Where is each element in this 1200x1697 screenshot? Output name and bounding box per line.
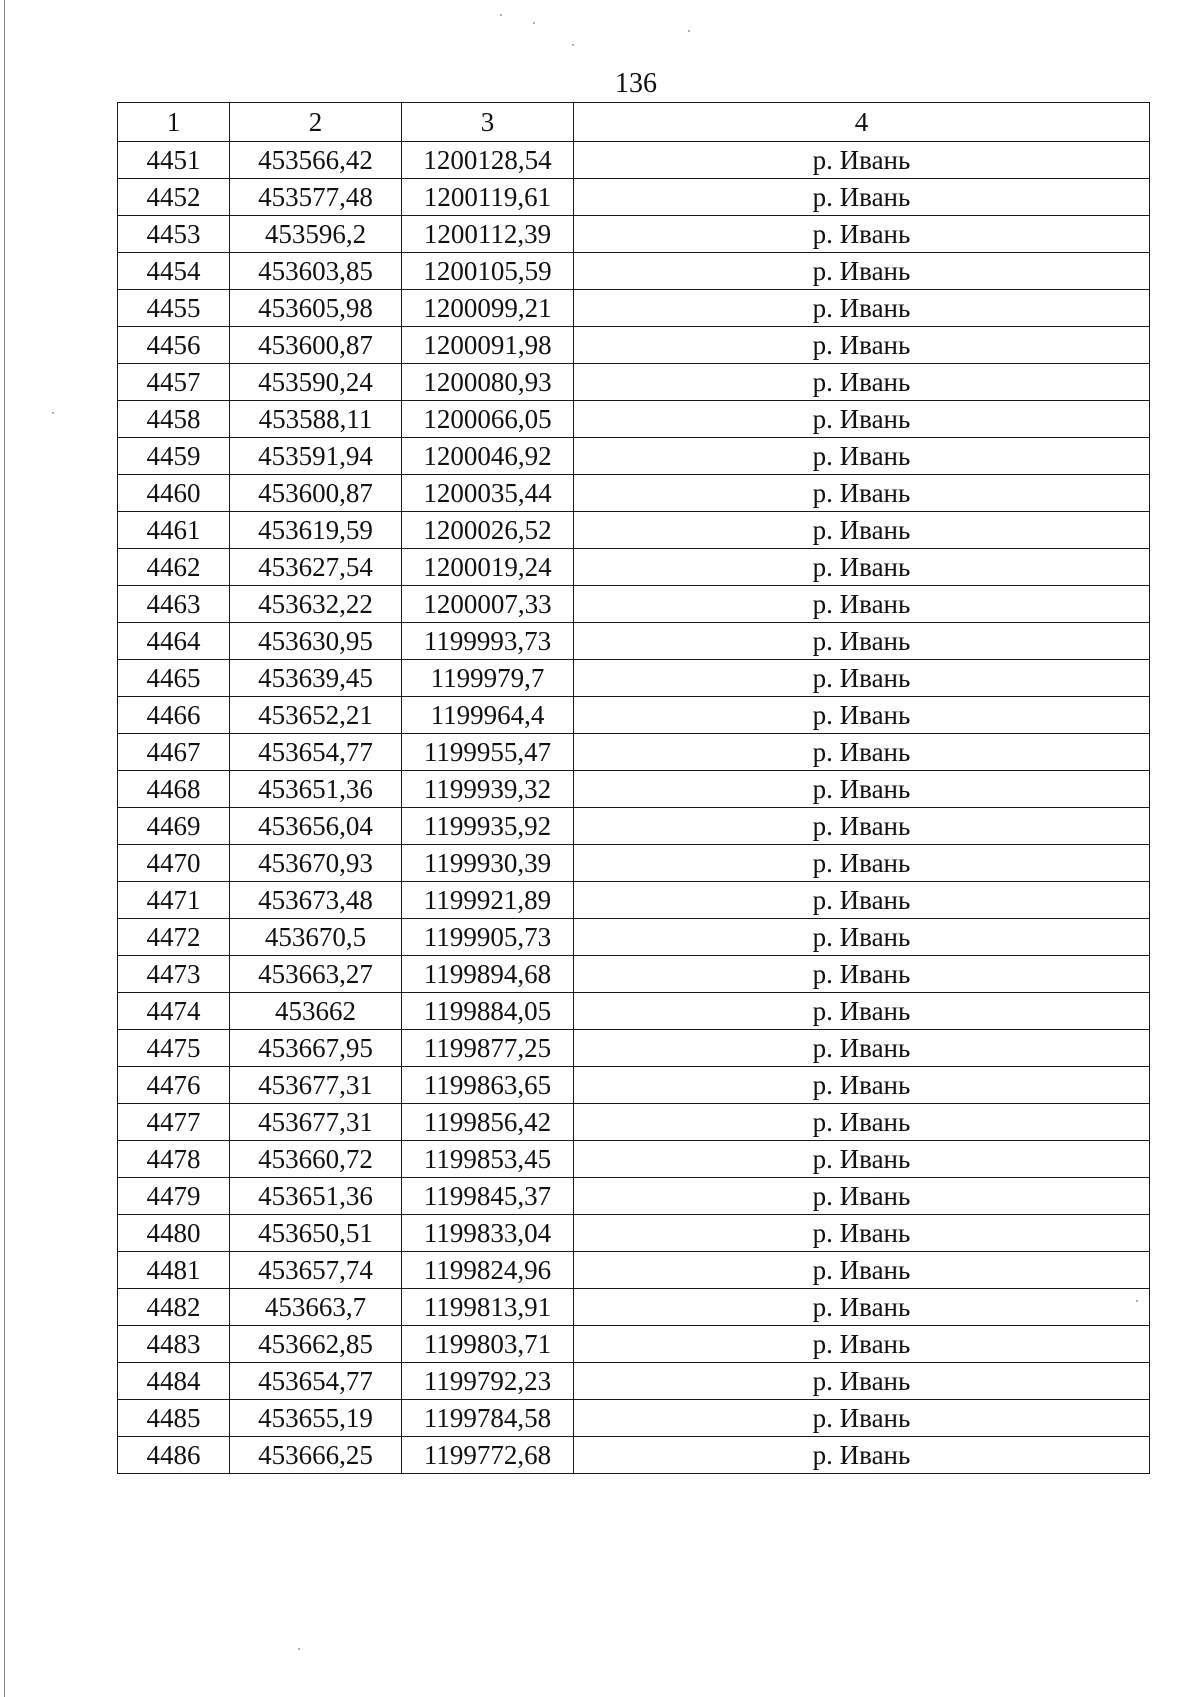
point-number-cell: 4478 <box>118 1141 230 1178</box>
x-coordinate-cell: 453670,5 <box>230 919 402 956</box>
y-coordinate-cell: 1200105,59 <box>402 253 574 290</box>
x-coordinate-cell: 453662,85 <box>230 1326 402 1363</box>
point-number-cell: 4452 <box>118 179 230 216</box>
scan-speck <box>298 1648 300 1650</box>
y-coordinate-cell: 1200035,44 <box>402 475 574 512</box>
description-cell: р. Ивань <box>574 919 1150 956</box>
y-coordinate-cell: 1200128,54 <box>402 142 574 179</box>
x-coordinate-cell: 453652,21 <box>230 697 402 734</box>
point-number-cell: 4465 <box>118 660 230 697</box>
point-number-cell: 4453 <box>118 216 230 253</box>
table-row <box>118 1363 1150 1400</box>
point-number-cell: 4457 <box>118 364 230 401</box>
description-cell: р. Ивань <box>574 1252 1150 1289</box>
scan-speck <box>1136 1300 1138 1302</box>
y-coordinate-cell: 1200026,52 <box>402 512 574 549</box>
point-number-cell: 4483 <box>118 1326 230 1363</box>
description-cell: р. Ивань <box>574 179 1150 216</box>
description-cell: р. Ивань <box>574 623 1150 660</box>
table-row <box>118 734 1150 771</box>
description-cell: р. Ивань <box>574 364 1150 401</box>
table-row <box>118 1400 1150 1437</box>
description-cell: р. Ивань <box>574 401 1150 438</box>
x-coordinate-cell: 453605,98 <box>230 290 402 327</box>
y-coordinate-cell: 1200007,33 <box>402 586 574 623</box>
table-row <box>118 1178 1150 1215</box>
x-coordinate-cell: 453654,77 <box>230 734 402 771</box>
y-coordinate-cell: 1199792,23 <box>402 1363 574 1400</box>
table-row <box>118 993 1150 1030</box>
description-cell: р. Ивань <box>574 1030 1150 1067</box>
point-number-cell: 4471 <box>118 882 230 919</box>
x-coordinate-cell: 453591,94 <box>230 438 402 475</box>
x-coordinate-cell: 453577,48 <box>230 179 402 216</box>
y-coordinate-cell: 1200099,21 <box>402 290 574 327</box>
description-cell: р. Ивань <box>574 845 1150 882</box>
column-header-3: 3 <box>402 103 574 142</box>
table-row <box>118 475 1150 512</box>
point-number-cell: 4466 <box>118 697 230 734</box>
scan-speck <box>533 22 535 24</box>
table-row <box>118 771 1150 808</box>
table-row <box>118 216 1150 253</box>
table-row <box>118 1289 1150 1326</box>
description-cell: р. Ивань <box>574 1104 1150 1141</box>
table-row <box>118 919 1150 956</box>
scan-speck <box>52 412 54 414</box>
point-number-cell: 4462 <box>118 549 230 586</box>
y-coordinate-cell: 1199853,45 <box>402 1141 574 1178</box>
table-body <box>118 142 1150 1474</box>
y-coordinate-cell: 1200019,24 <box>402 549 574 586</box>
description-cell: р. Ивань <box>574 1363 1150 1400</box>
x-coordinate-cell: 453662 <box>230 993 402 1030</box>
description-cell: р. Ивань <box>574 475 1150 512</box>
table-row <box>118 1326 1150 1363</box>
x-coordinate-cell: 453630,95 <box>230 623 402 660</box>
point-number-cell: 4481 <box>118 1252 230 1289</box>
point-number-cell: 4474 <box>118 993 230 1030</box>
point-number-cell: 4476 <box>118 1067 230 1104</box>
x-coordinate-cell: 453657,74 <box>230 1252 402 1289</box>
table-row <box>118 142 1150 179</box>
x-coordinate-cell: 453650,51 <box>230 1215 402 1252</box>
table-row <box>118 512 1150 549</box>
y-coordinate-cell: 1199993,73 <box>402 623 574 660</box>
point-number-cell: 4470 <box>118 845 230 882</box>
x-coordinate-cell: 453655,19 <box>230 1400 402 1437</box>
table-row <box>118 1104 1150 1141</box>
coordinates-table <box>117 102 1150 1474</box>
x-coordinate-cell: 453590,24 <box>230 364 402 401</box>
column-header-1: 1 <box>118 103 230 142</box>
y-coordinate-cell: 1200080,93 <box>402 364 574 401</box>
table-row <box>118 882 1150 919</box>
table-row <box>118 845 1150 882</box>
point-number-cell: 4467 <box>118 734 230 771</box>
x-coordinate-cell: 453566,42 <box>230 142 402 179</box>
y-coordinate-cell: 1200046,92 <box>402 438 574 475</box>
y-coordinate-cell: 1199955,47 <box>402 734 574 771</box>
description-cell: р. Ивань <box>574 1400 1150 1437</box>
x-coordinate-cell: 453600,87 <box>230 475 402 512</box>
description-cell: р. Ивань <box>574 882 1150 919</box>
y-coordinate-cell: 1199863,65 <box>402 1067 574 1104</box>
point-number-cell: 4477 <box>118 1104 230 1141</box>
table-row <box>118 660 1150 697</box>
y-coordinate-cell: 1199884,05 <box>402 993 574 1030</box>
point-number-cell: 4473 <box>118 956 230 993</box>
description-cell: р. Ивань <box>574 993 1150 1030</box>
y-coordinate-cell: 1199939,32 <box>402 771 574 808</box>
table-row <box>118 1141 1150 1178</box>
table-row <box>118 586 1150 623</box>
table-row <box>118 549 1150 586</box>
y-coordinate-cell: 1199824,96 <box>402 1252 574 1289</box>
table-row <box>118 623 1150 660</box>
x-coordinate-cell: 453663,7 <box>230 1289 402 1326</box>
scan-speck <box>572 44 574 46</box>
description-cell: р. Ивань <box>574 734 1150 771</box>
y-coordinate-cell: 1199935,92 <box>402 808 574 845</box>
table-header-row <box>118 103 1150 142</box>
description-cell: р. Ивань <box>574 1215 1150 1252</box>
y-coordinate-cell: 1200119,61 <box>402 179 574 216</box>
y-coordinate-cell: 1199845,37 <box>402 1178 574 1215</box>
table-row <box>118 401 1150 438</box>
description-cell: р. Ивань <box>574 1437 1150 1474</box>
x-coordinate-cell: 453632,22 <box>230 586 402 623</box>
y-coordinate-cell: 1199813,91 <box>402 1289 574 1326</box>
x-coordinate-cell: 453600,87 <box>230 327 402 364</box>
y-coordinate-cell: 1199964,4 <box>402 697 574 734</box>
point-number-cell: 4460 <box>118 475 230 512</box>
scan-edge-line <box>4 0 5 1697</box>
point-number-cell: 4461 <box>118 512 230 549</box>
x-coordinate-cell: 453639,45 <box>230 660 402 697</box>
description-cell: р. Ивань <box>574 549 1150 586</box>
x-coordinate-cell: 453654,77 <box>230 1363 402 1400</box>
point-number-cell: 4464 <box>118 623 230 660</box>
description-cell: р. Ивань <box>574 586 1150 623</box>
description-cell: р. Ивань <box>574 956 1150 993</box>
x-coordinate-cell: 453588,11 <box>230 401 402 438</box>
x-coordinate-cell: 453660,72 <box>230 1141 402 1178</box>
y-coordinate-cell: 1199877,25 <box>402 1030 574 1067</box>
y-coordinate-cell: 1200112,39 <box>402 216 574 253</box>
description-cell: р. Ивань <box>574 660 1150 697</box>
point-number-cell: 4472 <box>118 919 230 956</box>
table-row <box>118 697 1150 734</box>
x-coordinate-cell: 453619,59 <box>230 512 402 549</box>
description-cell: р. Ивань <box>574 438 1150 475</box>
description-cell: р. Ивань <box>574 290 1150 327</box>
y-coordinate-cell: 1199930,39 <box>402 845 574 882</box>
description-cell: р. Ивань <box>574 1067 1150 1104</box>
x-coordinate-cell: 453663,27 <box>230 956 402 993</box>
y-coordinate-cell: 1199894,68 <box>402 956 574 993</box>
point-number-cell: 4479 <box>118 1178 230 1215</box>
description-cell: р. Ивань <box>574 771 1150 808</box>
x-coordinate-cell: 453670,93 <box>230 845 402 882</box>
x-coordinate-cell: 453667,95 <box>230 1030 402 1067</box>
table-row <box>118 1252 1150 1289</box>
point-number-cell: 4484 <box>118 1363 230 1400</box>
table-row <box>118 327 1150 364</box>
point-number-cell: 4480 <box>118 1215 230 1252</box>
y-coordinate-cell: 1200091,98 <box>402 327 574 364</box>
description-cell: р. Ивань <box>574 327 1150 364</box>
point-number-cell: 4468 <box>118 771 230 808</box>
x-coordinate-cell: 453627,54 <box>230 549 402 586</box>
point-number-cell: 4456 <box>118 327 230 364</box>
description-cell: р. Ивань <box>574 512 1150 549</box>
page-number: 136 <box>615 68 657 99</box>
point-number-cell: 4458 <box>118 401 230 438</box>
description-cell: р. Ивань <box>574 1289 1150 1326</box>
point-number-cell: 4455 <box>118 290 230 327</box>
point-number-cell: 4463 <box>118 586 230 623</box>
y-coordinate-cell: 1199833,04 <box>402 1215 574 1252</box>
table-row <box>118 1030 1150 1067</box>
point-number-cell: 4451 <box>118 142 230 179</box>
x-coordinate-cell: 453603,85 <box>230 253 402 290</box>
column-header-2: 2 <box>230 103 402 142</box>
x-coordinate-cell: 453656,04 <box>230 808 402 845</box>
column-header-4: 4 <box>574 103 1150 142</box>
description-cell: р. Ивань <box>574 1178 1150 1215</box>
x-coordinate-cell: 453651,36 <box>230 771 402 808</box>
description-cell: р. Ивань <box>574 1141 1150 1178</box>
y-coordinate-cell: 1199856,42 <box>402 1104 574 1141</box>
table-row <box>118 1067 1150 1104</box>
scan-speck <box>688 30 690 32</box>
description-cell: р. Ивань <box>574 216 1150 253</box>
y-coordinate-cell: 1199905,73 <box>402 919 574 956</box>
description-cell: р. Ивань <box>574 697 1150 734</box>
description-cell: р. Ивань <box>574 1326 1150 1363</box>
y-coordinate-cell: 1200066,05 <box>402 401 574 438</box>
y-coordinate-cell: 1199979,7 <box>402 660 574 697</box>
y-coordinate-cell: 1199772,68 <box>402 1437 574 1474</box>
x-coordinate-cell: 453677,31 <box>230 1067 402 1104</box>
table-row <box>118 290 1150 327</box>
y-coordinate-cell: 1199921,89 <box>402 882 574 919</box>
point-number-cell: 4469 <box>118 808 230 845</box>
point-number-cell: 4485 <box>118 1400 230 1437</box>
description-cell: р. Ивань <box>574 253 1150 290</box>
y-coordinate-cell: 1199784,58 <box>402 1400 574 1437</box>
table-row <box>118 1437 1150 1474</box>
table-row <box>118 956 1150 993</box>
table-row <box>118 808 1150 845</box>
point-number-cell: 4475 <box>118 1030 230 1067</box>
description-cell: р. Ивань <box>574 142 1150 179</box>
point-number-cell: 4459 <box>118 438 230 475</box>
point-number-cell: 4482 <box>118 1289 230 1326</box>
x-coordinate-cell: 453596,2 <box>230 216 402 253</box>
table-row <box>118 179 1150 216</box>
x-coordinate-cell: 453651,36 <box>230 1178 402 1215</box>
description-cell: р. Ивань <box>574 808 1150 845</box>
x-coordinate-cell: 453677,31 <box>230 1104 402 1141</box>
point-number-cell: 4486 <box>118 1437 230 1474</box>
x-coordinate-cell: 453666,25 <box>230 1437 402 1474</box>
table-row <box>118 364 1150 401</box>
table-row <box>118 1215 1150 1252</box>
x-coordinate-cell: 453673,48 <box>230 882 402 919</box>
scan-speck <box>500 14 502 16</box>
table-row <box>118 253 1150 290</box>
table-row <box>118 438 1150 475</box>
point-number-cell: 4454 <box>118 253 230 290</box>
y-coordinate-cell: 1199803,71 <box>402 1326 574 1363</box>
